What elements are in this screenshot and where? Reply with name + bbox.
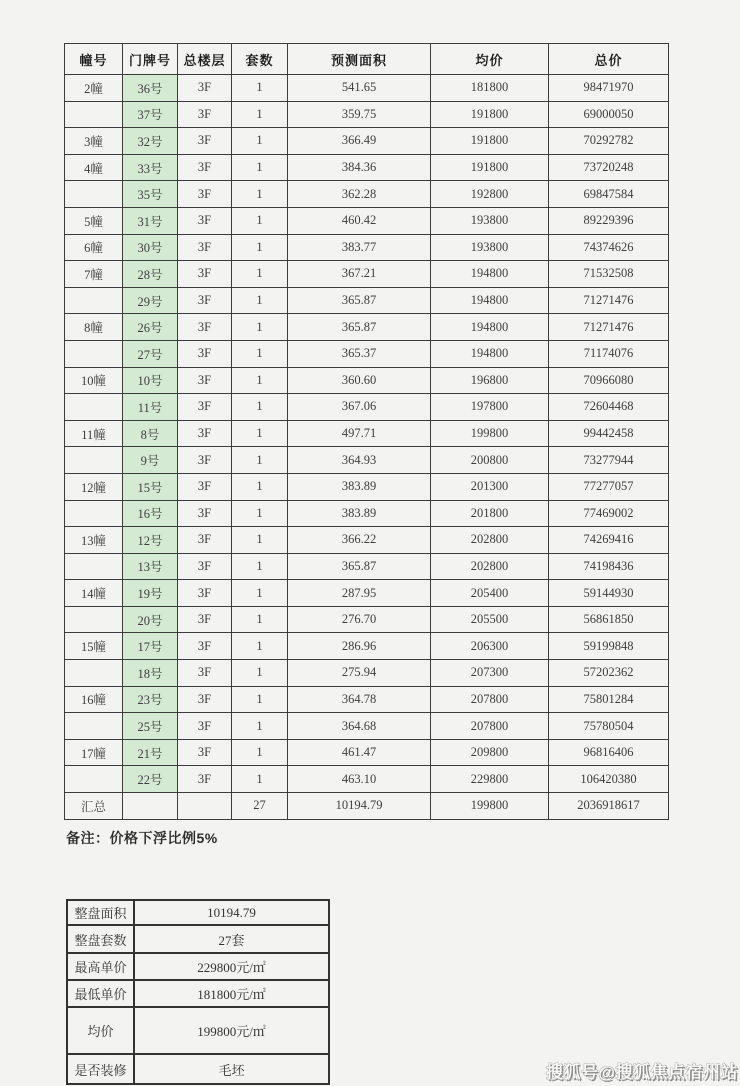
cell-avg-price: 194800: [431, 314, 549, 341]
cell-building: [65, 101, 123, 128]
cell-unit-count: 1: [232, 553, 288, 580]
cell-total-price: 75801284: [549, 686, 669, 713]
price-table: [64, 43, 669, 820]
summary-cell-predicted-area: 10194.79: [288, 793, 431, 820]
cell-total-price: 59199848: [549, 633, 669, 660]
cell-predicted-area: 383.77: [288, 234, 431, 261]
cell-predicted-area: 365.87: [288, 553, 431, 580]
cell-door-number: 22号: [123, 766, 178, 793]
stat-label: 均价: [67, 1007, 134, 1054]
cell-building: 17幢: [65, 739, 123, 766]
summary-cell-total-floors: [178, 793, 232, 820]
stat-row: [67, 900, 329, 925]
stat-value: 229800元/㎡: [134, 953, 329, 980]
cell-door-number: 18号: [123, 660, 178, 687]
cell-predicted-area: 359.75: [288, 101, 431, 128]
cell-total-floors: 3F: [178, 633, 232, 660]
summary-row: [65, 793, 669, 820]
cell-total-price: 74269416: [549, 527, 669, 554]
stat-value: 毛坯: [134, 1054, 329, 1084]
cell-avg-price: 209800: [431, 739, 549, 766]
cell-unit-count: 1: [232, 207, 288, 234]
cell-total-floors: 3F: [178, 367, 232, 394]
cell-unit-count: 1: [232, 340, 288, 367]
cell-unit-count: 1: [232, 660, 288, 687]
cell-building: 15幢: [65, 633, 123, 660]
cell-avg-price: 202800: [431, 527, 549, 554]
cell-predicted-area: 286.96: [288, 633, 431, 660]
cell-total-price: 74198436: [549, 553, 669, 580]
column-header-door-number: 门牌号: [123, 44, 178, 75]
table-row: [65, 660, 669, 687]
cell-building: [65, 500, 123, 527]
cell-building: [65, 181, 123, 208]
cell-unit-count: 1: [232, 287, 288, 314]
stat-row: [67, 1054, 329, 1084]
cell-total-price: 71271476: [549, 287, 669, 314]
table-row: [65, 314, 669, 341]
cell-avg-price: 193800: [431, 234, 549, 261]
column-header-unit-count: 套数: [232, 44, 288, 75]
cell-total-floors: 3F: [178, 686, 232, 713]
cell-unit-count: 1: [232, 75, 288, 102]
stat-label: 整盘套数: [67, 925, 134, 953]
cell-unit-count: 1: [232, 261, 288, 288]
cell-predicted-area: 383.89: [288, 500, 431, 527]
cell-total-price: 70966080: [549, 367, 669, 394]
cell-building: 10幢: [65, 367, 123, 394]
cell-building: [65, 394, 123, 421]
cell-total-price: 77469002: [549, 500, 669, 527]
table-row: [65, 553, 669, 580]
cell-total-price: 96816406: [549, 739, 669, 766]
cell-unit-count: 1: [232, 234, 288, 261]
cell-total-floors: 3F: [178, 234, 232, 261]
cell-total-price: 75780504: [549, 713, 669, 740]
cell-predicted-area: 364.68: [288, 713, 431, 740]
table-row: [65, 128, 669, 155]
cell-building: [65, 713, 123, 740]
cell-unit-count: 1: [232, 314, 288, 341]
stat-label: 最高单价: [67, 953, 134, 980]
cell-predicted-area: 460.42: [288, 207, 431, 234]
cell-total-floors: 3F: [178, 181, 232, 208]
cell-building: 3幢: [65, 128, 123, 155]
cell-unit-count: 1: [232, 686, 288, 713]
cell-door-number: 8号: [123, 420, 178, 447]
cell-door-number: 32号: [123, 128, 178, 155]
cell-unit-count: 1: [232, 500, 288, 527]
summary-cell-door-number: [123, 793, 178, 820]
cell-total-price: 72604468: [549, 394, 669, 421]
cell-total-floors: 3F: [178, 154, 232, 181]
cell-building: [65, 447, 123, 474]
cell-total-price: 99442458: [549, 420, 669, 447]
cell-total-price: 77277057: [549, 473, 669, 500]
cell-total-floors: 3F: [178, 580, 232, 607]
cell-avg-price: 229800: [431, 766, 549, 793]
cell-door-number: 23号: [123, 686, 178, 713]
cell-building: 6幢: [65, 234, 123, 261]
cell-predicted-area: 364.78: [288, 686, 431, 713]
project-stats-table: [66, 899, 330, 1085]
cell-predicted-area: 287.95: [288, 580, 431, 607]
cell-building: 8幢: [65, 314, 123, 341]
cell-avg-price: 202800: [431, 553, 549, 580]
watermark-text: 搜狐号@搜狐焦点宿州站: [545, 1063, 738, 1082]
cell-total-price: 71174076: [549, 340, 669, 367]
cell-predicted-area: 463.10: [288, 766, 431, 793]
table-row: [65, 527, 669, 554]
cell-unit-count: 1: [232, 394, 288, 421]
cell-avg-price: 181800: [431, 75, 549, 102]
cell-predicted-area: 362.28: [288, 181, 431, 208]
cell-unit-count: 1: [232, 101, 288, 128]
cell-total-price: 59144930: [549, 580, 669, 607]
cell-door-number: 31号: [123, 207, 178, 234]
cell-avg-price: 201300: [431, 473, 549, 500]
header-row: [65, 44, 669, 75]
cell-building: 13幢: [65, 527, 123, 554]
stat-value: 10194.79: [134, 900, 329, 925]
cell-door-number: 13号: [123, 553, 178, 580]
cell-building: 12幢: [65, 473, 123, 500]
cell-total-floors: 3F: [178, 500, 232, 527]
cell-door-number: 35号: [123, 181, 178, 208]
cell-door-number: 10号: [123, 367, 178, 394]
cell-door-number: 16号: [123, 500, 178, 527]
cell-total-price: 73720248: [549, 154, 669, 181]
cell-total-floors: 3F: [178, 447, 232, 474]
cell-avg-price: 199800: [431, 420, 549, 447]
cell-total-price: 69000050: [549, 101, 669, 128]
cell-total-floors: 3F: [178, 739, 232, 766]
cell-unit-count: 1: [232, 128, 288, 155]
cell-predicted-area: 367.21: [288, 261, 431, 288]
cell-avg-price: 200800: [431, 447, 549, 474]
cell-avg-price: 196800: [431, 367, 549, 394]
cell-building: [65, 287, 123, 314]
cell-unit-count: 1: [232, 473, 288, 500]
cell-unit-count: 1: [232, 580, 288, 607]
cell-avg-price: 205500: [431, 606, 549, 633]
cell-unit-count: 1: [232, 766, 288, 793]
table-row: [65, 473, 669, 500]
cell-unit-count: 1: [232, 713, 288, 740]
cell-predicted-area: 541.65: [288, 75, 431, 102]
table-row: [65, 154, 669, 181]
cell-building: [65, 766, 123, 793]
cell-total-price: 56861850: [549, 606, 669, 633]
cell-total-price: 70292782: [549, 128, 669, 155]
column-header-avg-price: 均价: [431, 44, 549, 75]
cell-unit-count: 1: [232, 447, 288, 474]
table-row: [65, 766, 669, 793]
cell-predicted-area: 367.06: [288, 394, 431, 421]
cell-total-floors: 3F: [178, 287, 232, 314]
stat-label: 整盘面积: [67, 900, 134, 925]
cell-predicted-area: 360.60: [288, 367, 431, 394]
stat-label: 是否装修: [67, 1054, 134, 1084]
stat-label: 最低单价: [67, 980, 134, 1007]
cell-predicted-area: 276.70: [288, 606, 431, 633]
cell-door-number: 15号: [123, 473, 178, 500]
summary-cell-building: 汇总: [65, 793, 123, 820]
cell-door-number: 25号: [123, 713, 178, 740]
cell-predicted-area: 364.93: [288, 447, 431, 474]
stat-row: [67, 980, 329, 1007]
cell-avg-price: 197800: [431, 394, 549, 421]
cell-building: 16幢: [65, 686, 123, 713]
cell-total-floors: 3F: [178, 606, 232, 633]
column-header-total-floors: 总楼层: [178, 44, 232, 75]
cell-building: [65, 660, 123, 687]
table-row: [65, 500, 669, 527]
cell-total-price: 74374626: [549, 234, 669, 261]
cell-building: [65, 606, 123, 633]
cell-avg-price: 207300: [431, 660, 549, 687]
cell-avg-price: 193800: [431, 207, 549, 234]
cell-predicted-area: 366.49: [288, 128, 431, 155]
cell-building: [65, 553, 123, 580]
cell-total-price: 69847584: [549, 181, 669, 208]
cell-door-number: 27号: [123, 340, 178, 367]
cell-total-price: 71532508: [549, 261, 669, 288]
table-row: [65, 447, 669, 474]
cell-total-floors: 3F: [178, 207, 232, 234]
cell-total-floors: 3F: [178, 420, 232, 447]
table-row: [65, 633, 669, 660]
cell-door-number: 12号: [123, 527, 178, 554]
cell-total-price: 73277944: [549, 447, 669, 474]
cell-total-floors: 3F: [178, 473, 232, 500]
cell-building: 2幢: [65, 75, 123, 102]
stat-value: 181800元/㎡: [134, 980, 329, 1007]
stat-value: 27套: [134, 925, 329, 953]
table-row: [65, 420, 669, 447]
note-text: 备注：价格下浮比例5%: [66, 830, 218, 846]
table-row: [65, 75, 669, 102]
cell-door-number: 17号: [123, 633, 178, 660]
table-row: [65, 207, 669, 234]
table-row: [65, 686, 669, 713]
summary-cell-unit-count: 27: [232, 793, 288, 820]
table-row: [65, 580, 669, 607]
cell-avg-price: 201800: [431, 500, 549, 527]
cell-building: [65, 340, 123, 367]
cell-total-price: 89229396: [549, 207, 669, 234]
cell-predicted-area: 461.47: [288, 739, 431, 766]
cell-total-price: 71271476: [549, 314, 669, 341]
cell-total-floors: 3F: [178, 527, 232, 554]
cell-unit-count: 1: [232, 181, 288, 208]
column-header-predicted-area: 预测面积: [288, 44, 431, 75]
cell-avg-price: 191800: [431, 128, 549, 155]
cell-door-number: 26号: [123, 314, 178, 341]
cell-door-number: 29号: [123, 287, 178, 314]
cell-building: 11幢: [65, 420, 123, 447]
cell-avg-price: 191800: [431, 154, 549, 181]
table-row: [65, 234, 669, 261]
cell-total-floors: 3F: [178, 75, 232, 102]
cell-avg-price: 207800: [431, 713, 549, 740]
cell-predicted-area: 383.89: [288, 473, 431, 500]
cell-avg-price: 194800: [431, 340, 549, 367]
cell-total-price: 57202362: [549, 660, 669, 687]
stat-row: [67, 925, 329, 953]
summary-cell-total-price: 2036918617: [549, 793, 669, 820]
cell-predicted-area: 365.37: [288, 340, 431, 367]
cell-unit-count: 1: [232, 606, 288, 633]
cell-avg-price: 207800: [431, 686, 549, 713]
table-row: [65, 606, 669, 633]
table-row: [65, 287, 669, 314]
cell-door-number: 19号: [123, 580, 178, 607]
cell-total-floors: 3F: [178, 314, 232, 341]
cell-predicted-area: 275.94: [288, 660, 431, 687]
cell-door-number: 37号: [123, 101, 178, 128]
cell-predicted-area: 384.36: [288, 154, 431, 181]
cell-unit-count: 1: [232, 367, 288, 394]
cell-door-number: 30号: [123, 234, 178, 261]
cell-door-number: 9号: [123, 447, 178, 474]
summary-cell-avg-price: 199800: [431, 793, 549, 820]
cell-door-number: 11号: [123, 394, 178, 421]
cell-predicted-area: 365.87: [288, 287, 431, 314]
cell-unit-count: 1: [232, 739, 288, 766]
cell-predicted-area: 365.87: [288, 314, 431, 341]
cell-unit-count: 1: [232, 154, 288, 181]
cell-building: 7幢: [65, 261, 123, 288]
cell-total-price: 106420380: [549, 766, 669, 793]
table-row: [65, 181, 669, 208]
cell-avg-price: 191800: [431, 101, 549, 128]
cell-unit-count: 1: [232, 527, 288, 554]
table-row: [65, 367, 669, 394]
cell-avg-price: 194800: [431, 287, 549, 314]
cell-total-floors: 3F: [178, 340, 232, 367]
cell-door-number: 33号: [123, 154, 178, 181]
cell-predicted-area: 497.71: [288, 420, 431, 447]
table-row: [65, 713, 669, 740]
cell-total-floors: 3F: [178, 713, 232, 740]
cell-total-floors: 3F: [178, 128, 232, 155]
table-row: [65, 261, 669, 288]
cell-total-floors: 3F: [178, 394, 232, 421]
cell-avg-price: 192800: [431, 181, 549, 208]
table-row: [65, 101, 669, 128]
cell-avg-price: 205400: [431, 580, 549, 607]
cell-building: 4幢: [65, 154, 123, 181]
stat-row: [67, 953, 329, 980]
table-row: [65, 739, 669, 766]
cell-avg-price: 194800: [431, 261, 549, 288]
table-row: [65, 340, 669, 367]
column-header-total-price: 总价: [549, 44, 669, 75]
cell-door-number: 20号: [123, 606, 178, 633]
cell-total-floors: 3F: [178, 766, 232, 793]
cell-predicted-area: 366.22: [288, 527, 431, 554]
cell-unit-count: 1: [232, 633, 288, 660]
column-header-building: 幢号: [65, 44, 123, 75]
cell-building: 14幢: [65, 580, 123, 607]
table-row: [65, 394, 669, 421]
cell-building: 5幢: [65, 207, 123, 234]
cell-unit-count: 1: [232, 420, 288, 447]
cell-avg-price: 206300: [431, 633, 549, 660]
stat-value: 199800元/㎡: [134, 1007, 329, 1054]
cell-door-number: 28号: [123, 261, 178, 288]
stat-row: [67, 1007, 329, 1054]
cell-total-price: 98471970: [549, 75, 669, 102]
cell-total-floors: 3F: [178, 101, 232, 128]
cell-door-number: 36号: [123, 75, 178, 102]
cell-total-floors: 3F: [178, 261, 232, 288]
cell-total-floors: 3F: [178, 553, 232, 580]
cell-door-number: 21号: [123, 739, 178, 766]
cell-total-floors: 3F: [178, 660, 232, 687]
